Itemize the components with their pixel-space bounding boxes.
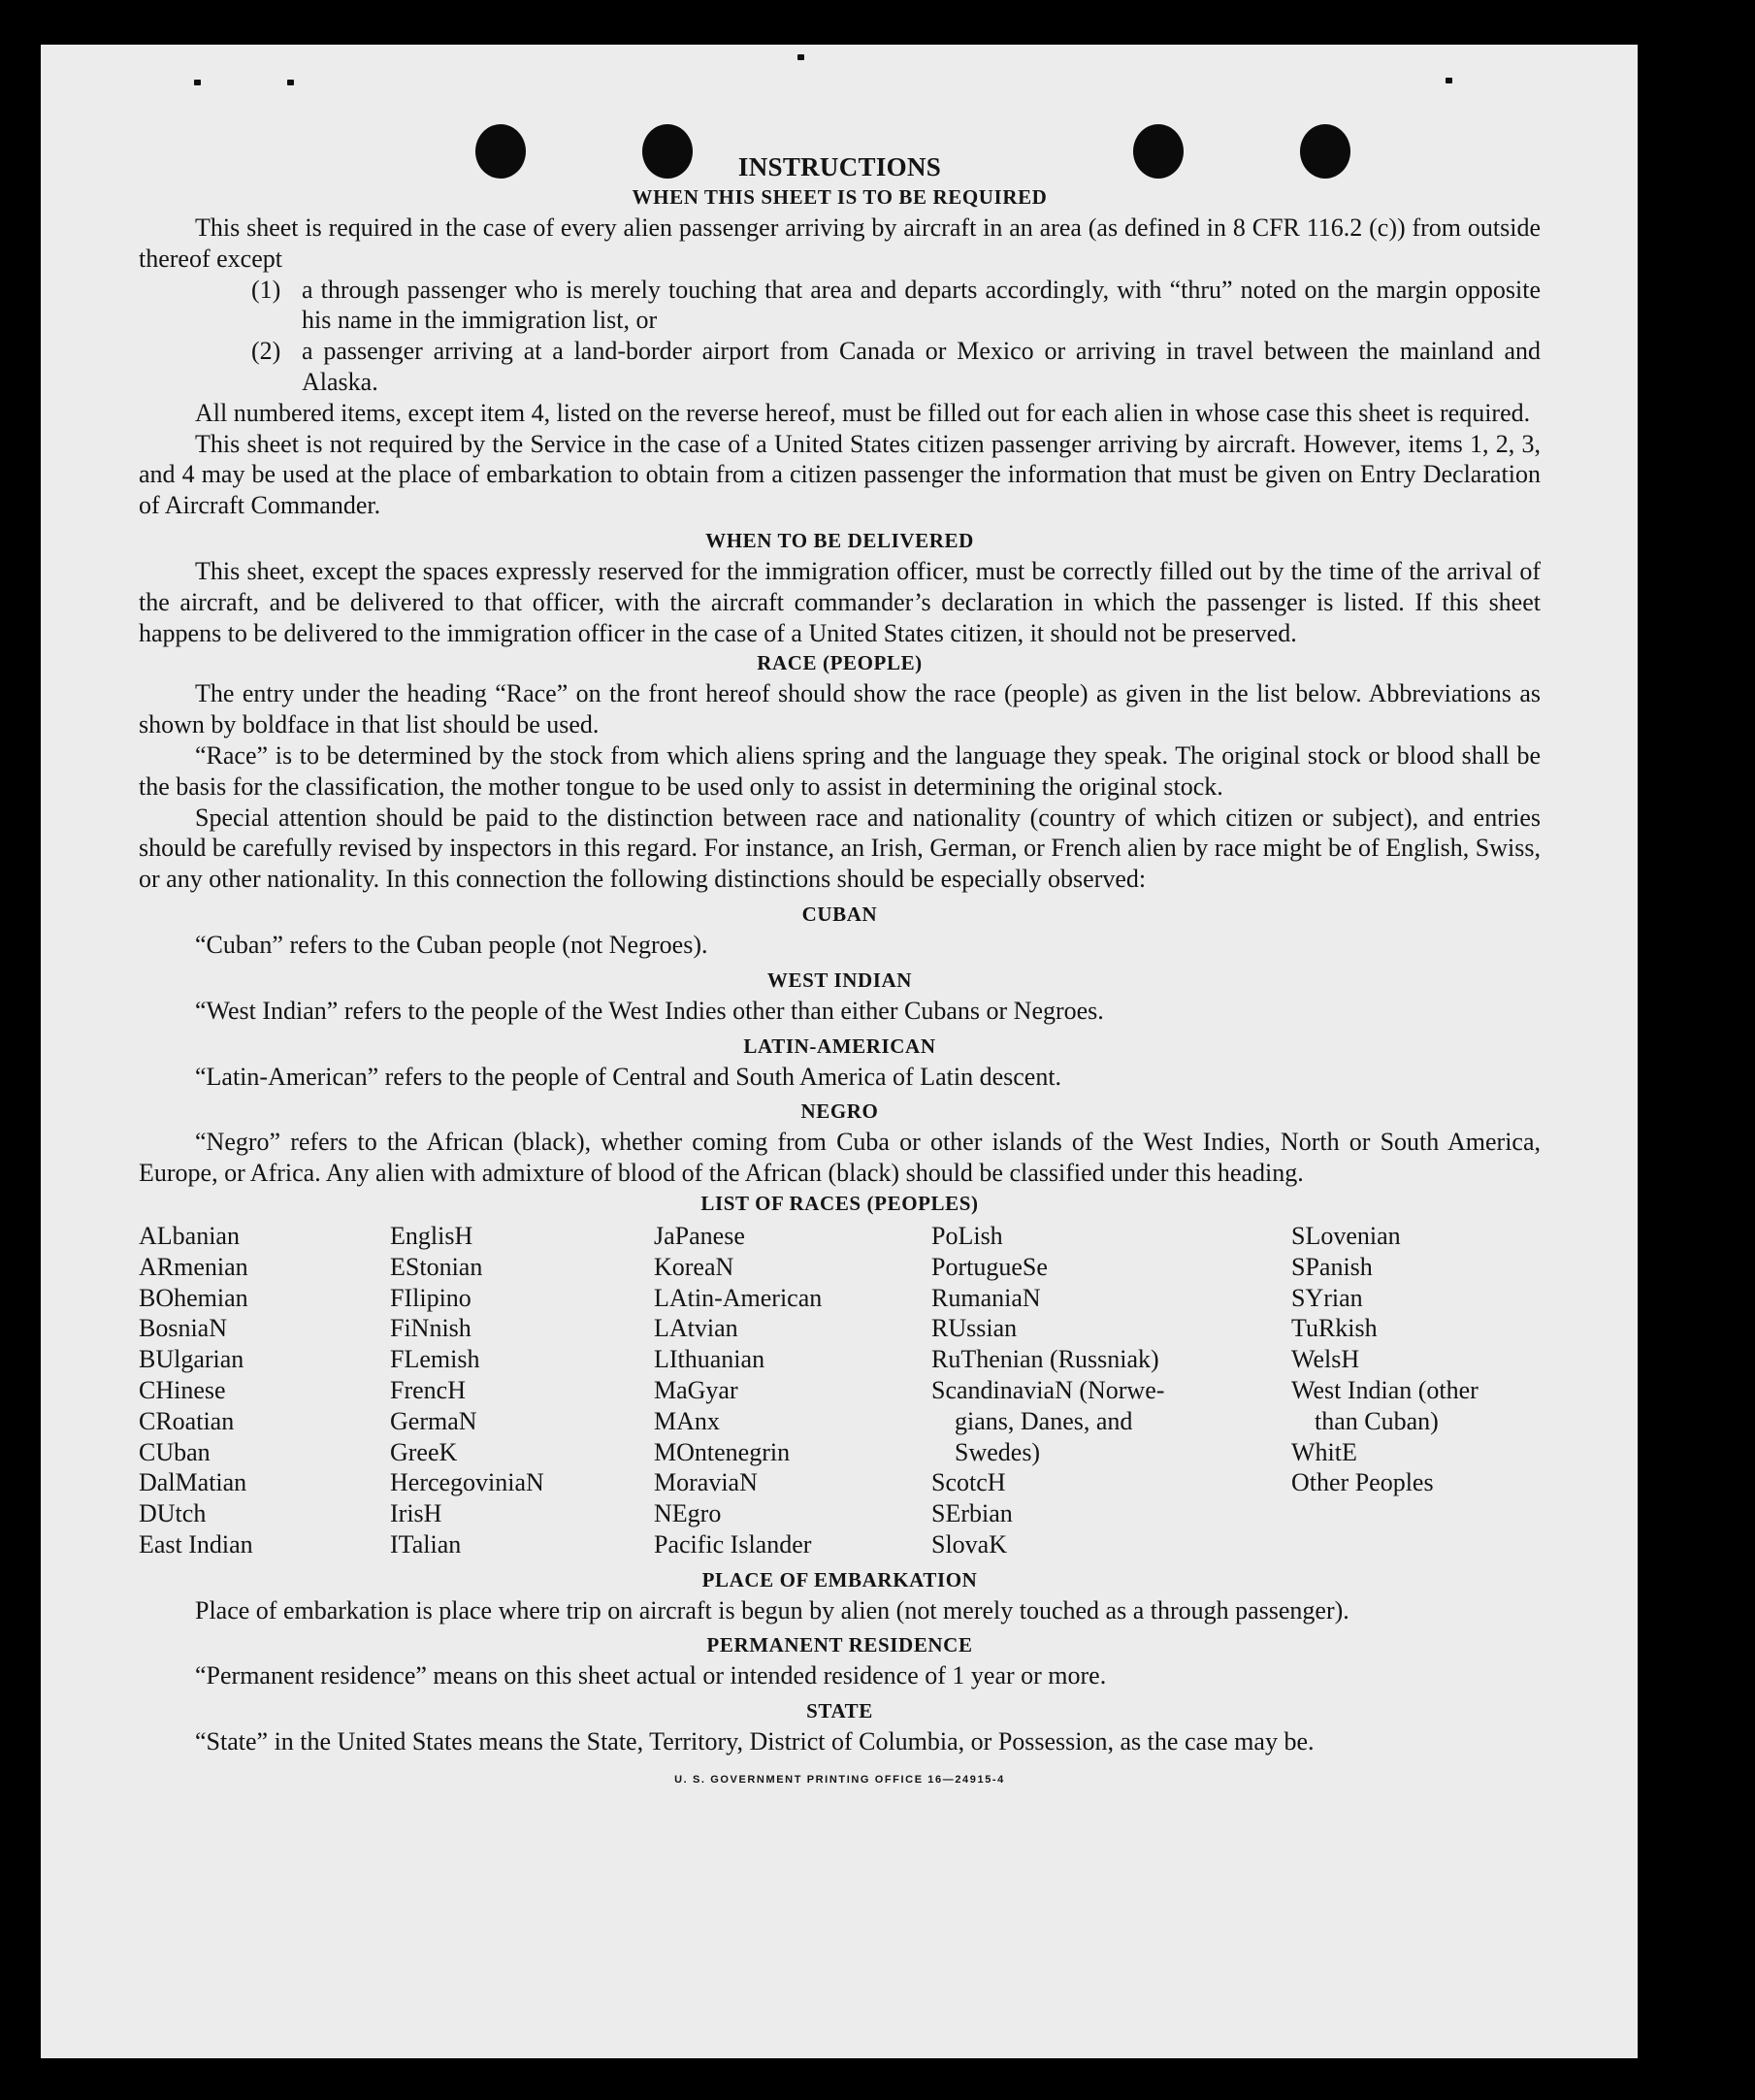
race-entry-continued: than Cuban) (1315, 1406, 1439, 1435)
race-entry: SErbian (931, 1499, 1013, 1528)
paragraph: This sheet is not required by the Service in the case of a United States citizen passenger arriving by aircraft. However, items 1, 2, 3, and 4 may be used at the place of embarkation to obtain from a citizen passenger the information that must be given on Entry Declaration of Aircraft Commander. (139, 429, 1541, 520)
dust-speck (194, 80, 201, 85)
race-entry: IrisH (390, 1499, 442, 1528)
race-entry: FIlipino (390, 1283, 471, 1312)
paragraph: Place of embarkation is place where trip on aircraft is begun by alien (not merely touched as a through passenger). (195, 1595, 1349, 1624)
race-entry: Pacific Islander (654, 1529, 812, 1559)
definition-text: “West Indian” refers to the people of the West Indies other than either Cubans or Negroes. (195, 996, 1104, 1025)
race-entry: MaGyar (654, 1375, 738, 1404)
race-entry-continued: Swedes) (955, 1437, 1041, 1466)
item-number: (1) (251, 275, 281, 304)
race-entry: FiNnish (390, 1314, 471, 1343)
race-entry: FrencH (390, 1375, 466, 1404)
race-entry: LAtvian (654, 1314, 738, 1343)
race-entry: MoraviaN (654, 1468, 758, 1497)
paragraph: This sheet, except the spaces expressly reserved for the immigration officer, must be correctly filled out by the time of the arrival of the aircraft, and be delivered to that officer, with the aircraft commander’s declaration in which the passenger is listed. If this sheet happens to be delivered to the immigration officer in the case of a United States citizen, it should not be preserved. (139, 556, 1541, 647)
race-entry: RumaniaN (931, 1283, 1041, 1312)
race-entry: ITalian (390, 1529, 462, 1559)
race-entry: SLovenian (1291, 1221, 1401, 1250)
section-heading: STATE (806, 1699, 873, 1723)
paragraph: “State” in the United States means the State, Territory, District of Columbia, or Possession, as the case may be. (195, 1727, 1315, 1756)
race-entry: ScotcH (931, 1468, 1006, 1497)
definition-text: “Negro” refers to the African (black), whether coming from Cuba or other islands of the West Indies, North or South America, Europe, or Africa. Any alien with admixture of blood of the African (black) should be classified under this heading. (139, 1128, 1541, 1188)
dust-speck (1446, 78, 1452, 83)
race-entry: CUban (139, 1437, 211, 1466)
section-heading: PERMANENT RESIDENCE (706, 1633, 973, 1657)
paragraph: Special attention should be paid to the distinction between race and nationality (country of which citizen or subject), and entries should be carefully revised by inspectors in this regard. For instance, an Irish, German, or French alien by race might be of English, Swiss, or any other nationality. In this connection the following distinctions should be especially observed: (139, 803, 1541, 894)
section-heading: PLACE OF EMBARKATION (701, 1567, 978, 1591)
race-entry: RUssian (931, 1314, 1018, 1343)
race-entry: EStonian (390, 1252, 483, 1281)
race-entry: West Indian (other (1291, 1375, 1479, 1404)
race-entry: SlovaK (931, 1529, 1007, 1559)
instructions-body (139, 151, 1541, 1796)
race-column (139, 1221, 390, 1560)
race-entry: DalMatian (139, 1468, 247, 1497)
form-sheet (41, 45, 1638, 2058)
race-entry: EnglisH (390, 1221, 473, 1250)
race-entry: SYrian (1291, 1283, 1363, 1312)
exception-item (251, 336, 1541, 398)
paragraph: The entry under the heading “Race” on the front hereof should show the race (people) as given in the list below. Abbreviations as shown by boldface in that list should be used. (139, 679, 1541, 739)
item-text: a through passenger who is merely touching that area and departs accordingly, with “thru” noted on the margin opposite his name in the immigration list, or (302, 275, 1541, 335)
race-column (390, 1221, 654, 1560)
race-entry: PortugueSe (931, 1252, 1048, 1281)
race-entry: ALbanian (139, 1221, 240, 1250)
page-title: INSTRUCTIONS (737, 152, 942, 181)
paragraph: All numbered items, except item 4, listed on the reverse hereof, must be filled out for each alien in whose case this sheet is required. (195, 398, 1531, 427)
race-entry: ScandinaviaN (Norwe- (931, 1375, 1165, 1404)
definition-text: “Cuban” refers to the Cuban people (not Negroes). (195, 930, 708, 959)
race-entry: LIthuanian (654, 1345, 765, 1374)
race-entry: East Indian (139, 1529, 253, 1559)
paragraph: “Race” is to be determined by the stock from which aliens spring and the language they speak. The original stock or blood shall be the basis for the classification, the mother tongue to be used only to assist in determining the original stock. (139, 740, 1541, 801)
section-heading: WHEN THIS SHEET IS TO BE REQUIRED (632, 185, 1048, 209)
race-entry: MOntenegrin (654, 1437, 791, 1466)
race-column (931, 1221, 1291, 1560)
race-entry: SPanish (1291, 1252, 1373, 1281)
dust-speck (287, 80, 294, 85)
race-entry: NEgro (654, 1499, 722, 1528)
section-heading: WEST INDIAN (766, 968, 913, 992)
section-heading: RACE (PEOPLE) (757, 651, 923, 675)
race-entry: DUtch (139, 1499, 207, 1528)
race-entry: BosniaN (139, 1314, 227, 1343)
race-list (139, 1221, 1541, 1560)
section-heading: NEGRO (800, 1099, 879, 1124)
race-entry: CRoatian (139, 1406, 235, 1435)
race-entry: WhitE (1291, 1437, 1357, 1466)
item-number: (2) (251, 337, 281, 366)
item-text: a passenger arriving at a land-border airport from Canada or Mexico or arriving in travel between the mainland and Alaska. (302, 337, 1541, 396)
race-entry: Other Peoples (1291, 1468, 1434, 1497)
section-heading: CUBAN (801, 902, 878, 926)
exception-item (251, 275, 1541, 337)
race-entry: TuRkish (1291, 1314, 1378, 1343)
section-heading: LATIN-AMERICAN (743, 1034, 936, 1058)
race-entry: WelsH (1291, 1345, 1360, 1374)
section-heading: LIST OF RACES (PEOPLES) (700, 1191, 979, 1215)
race-column (1291, 1221, 1541, 1560)
dust-speck (797, 54, 804, 60)
race-entry: GermaN (390, 1406, 477, 1435)
race-column (654, 1221, 931, 1560)
race-entry: ARmenian (139, 1252, 248, 1281)
section-heading: WHEN TO BE DELIVERED (705, 528, 974, 552)
race-entry: MAnx (654, 1406, 720, 1435)
race-entry: FLemish (390, 1345, 480, 1374)
race-entry: KoreaN (654, 1252, 734, 1281)
printer-imprint: U. S. GOVERNMENT PRINTING OFFICE 16—24915-4 (674, 1774, 1005, 1787)
race-entry: JaPanese (654, 1221, 745, 1250)
race-entry: PoLish (931, 1221, 1003, 1250)
paragraph: This sheet is required in the case of every alien passenger arriving by aircraft in an area (as defined in 8 CFR 116.2 (c)) from outside thereof except (139, 213, 1541, 273)
race-entry: HercegoviniaN (390, 1468, 544, 1497)
race-entry: BUlgarian (139, 1345, 244, 1374)
race-entry: BOhemian (139, 1283, 248, 1312)
paragraph: “Permanent residence” means on this sheet actual or intended residence of 1 year or more. (195, 1661, 1107, 1690)
race-entry-continued: gians, Danes, and (955, 1406, 1133, 1435)
race-entry: CHinese (139, 1375, 226, 1404)
race-entry: RuThenian (Russniak) (931, 1345, 1159, 1374)
definition-text: “Latin-American” refers to the people of Central and South America of Latin descent. (195, 1062, 1062, 1091)
race-entry: GreeK (390, 1437, 458, 1466)
race-entry: LAtin-American (654, 1283, 823, 1312)
